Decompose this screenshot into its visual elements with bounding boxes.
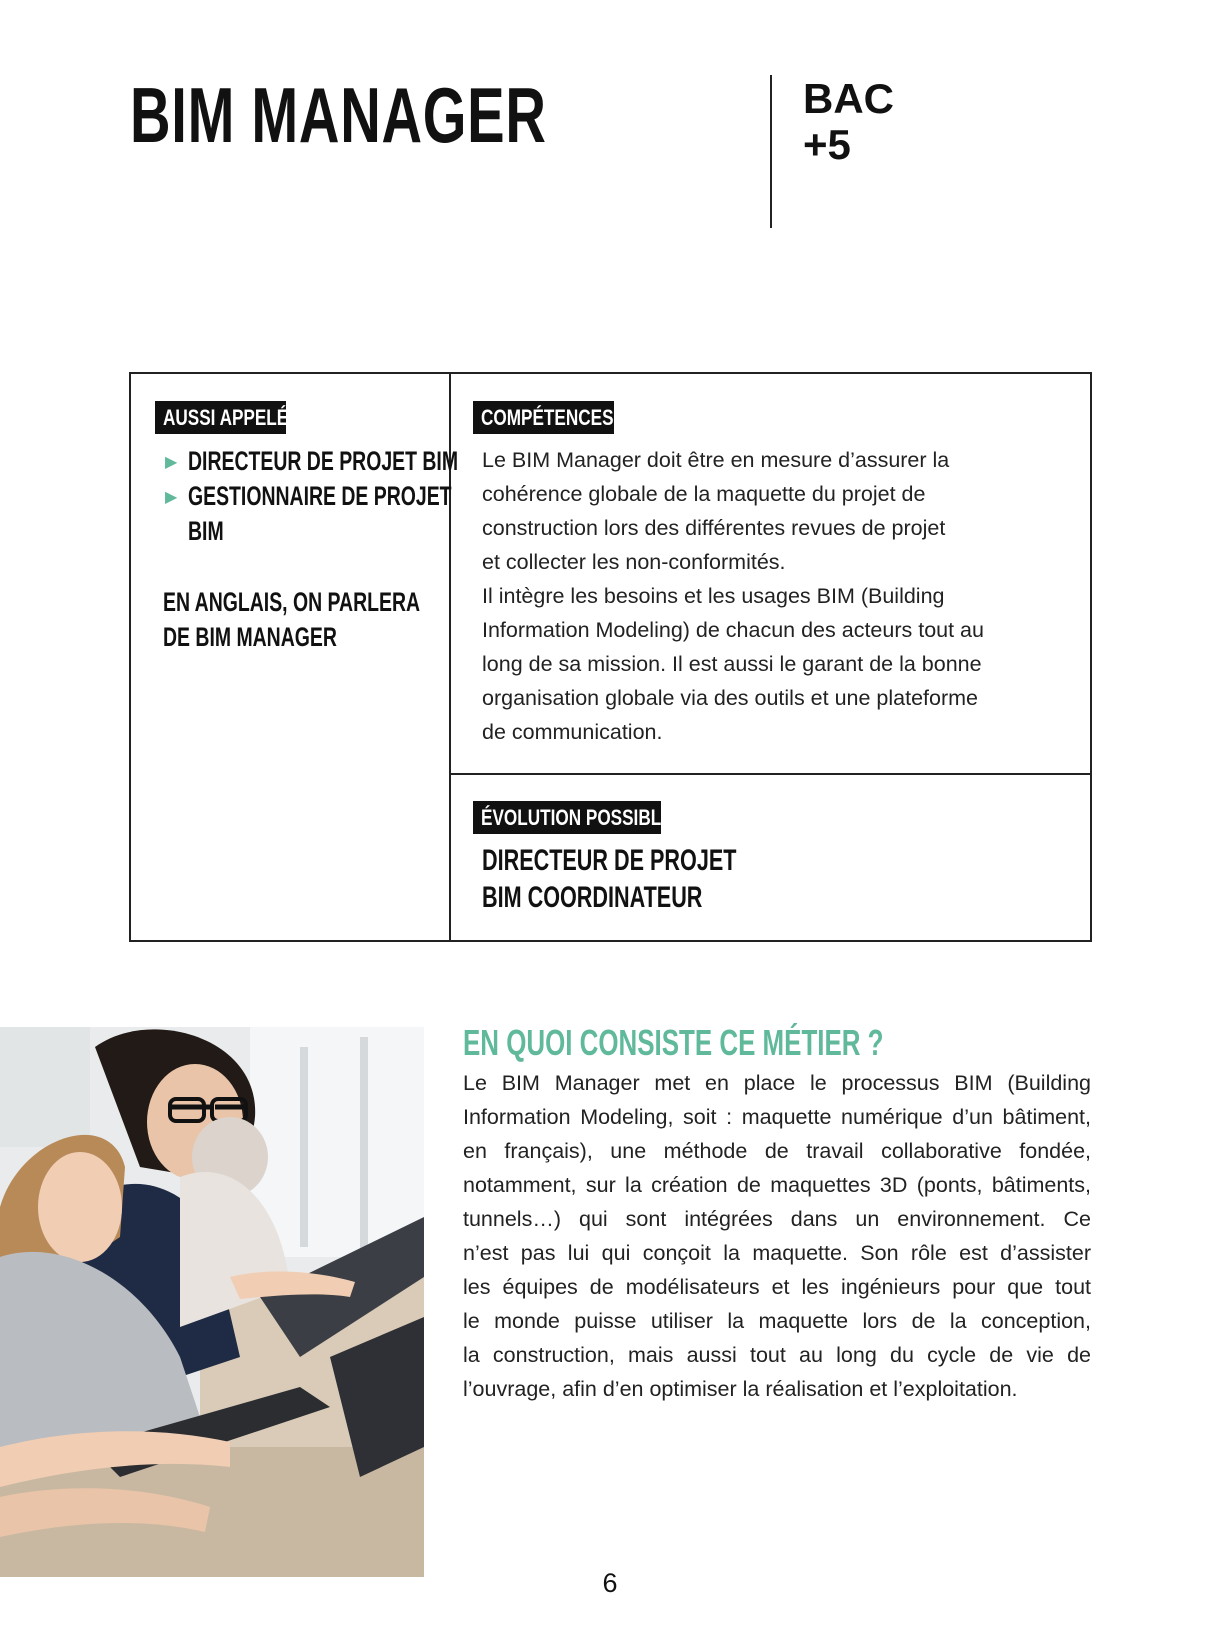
evolution-item: BIM COORDINATEUR — [482, 881, 703, 914]
section-title: EN QUOI CONSISTE CE MÉTIER ? — [463, 1022, 884, 1063]
triangle-bullet-icon: ▶ — [165, 487, 178, 506]
box-horizontal-divider — [449, 773, 1090, 775]
competences-tag: COMPÉTENCES — [473, 401, 614, 434]
education-level — [803, 76, 894, 168]
education-level-line2: +5 — [803, 121, 851, 168]
aussi-appele-tag: AUSSI APPELÉ — [155, 401, 286, 434]
page-number: 6 — [602, 1568, 618, 1598]
english-note-line2: DE BIM MANAGER — [163, 622, 337, 652]
triangle-bullet-icon: ▶ — [165, 452, 178, 471]
education-level-line1: BAC — [803, 75, 894, 122]
page-title: BIM MANAGER — [130, 71, 547, 159]
english-note-line1: EN ANGLAIS, ON PARLERA — [163, 587, 421, 617]
section-body: Le BIM Manager met en place le processus BIM (Building Information Modeling, soit : maquette numérique d’un bâtiment, en français), une méthode de travail collaborative fondée, notamment, sur la création de maquettes 3D (ponts, bâtiments, tunnels…) qui sont intégrées dans un environnement. Ce n’est pas lui qui conçoit la maquette. Son rôle est d’assister les équipes de modélisateurs et les ingénieurs pour que tout le monde puisse utiliser la maquette lors de la conception, la construction, mais aussi tout au long du cycle de vie de l’ouvrage, afin d’en optimiser la réalisation et l’exploitation. — [463, 1071, 1091, 1401]
classroom-photo — [0, 1027, 424, 1577]
evolution-tag: ÉVOLUTION POSSIBLE — [473, 801, 661, 834]
evolution-item: DIRECTEUR DE PROJET — [482, 844, 737, 877]
competences-text: Le BIM Manager doit être en mesure d’assurer la cohérence globale de la maquette du projet de construction lors des différentes revues de projet et collecter les non-conformités. Il intègre les besoins et les usages BIM (Building Information Modeling) de chacun des acteurs tout au long de sa mission. Il est aussi le garant de la bonne organisation globale via des outils et une plateforme de communication. — [482, 448, 984, 744]
info-box: AUSSI APPELÉ ▶ DIRECTEUR DE PROJET BIM ▶ GESTIONNAIRE DE PROJET BIM EN ANGLAIS, ON PARLERA DE BIM MANAGER COMPÉTENCES Le BIM Manager doit être en mesure d’assurer la cohérence globale de la maquette du projet de construction lors des différentes revues de projet et collecter les non-conformités. Il intègre les besoins et les usages BIM (Building Information Modeling) de chacun des acteurs tout au long de sa mission. Il est aussi le garant de la bonne organisation globale via des outils et une plateforme de communication. ÉVOLUTION POSSIBLE DIRECTEUR DE PROJET BIM COORDINATEUR — [129, 372, 1092, 942]
title-divider — [770, 75, 772, 228]
